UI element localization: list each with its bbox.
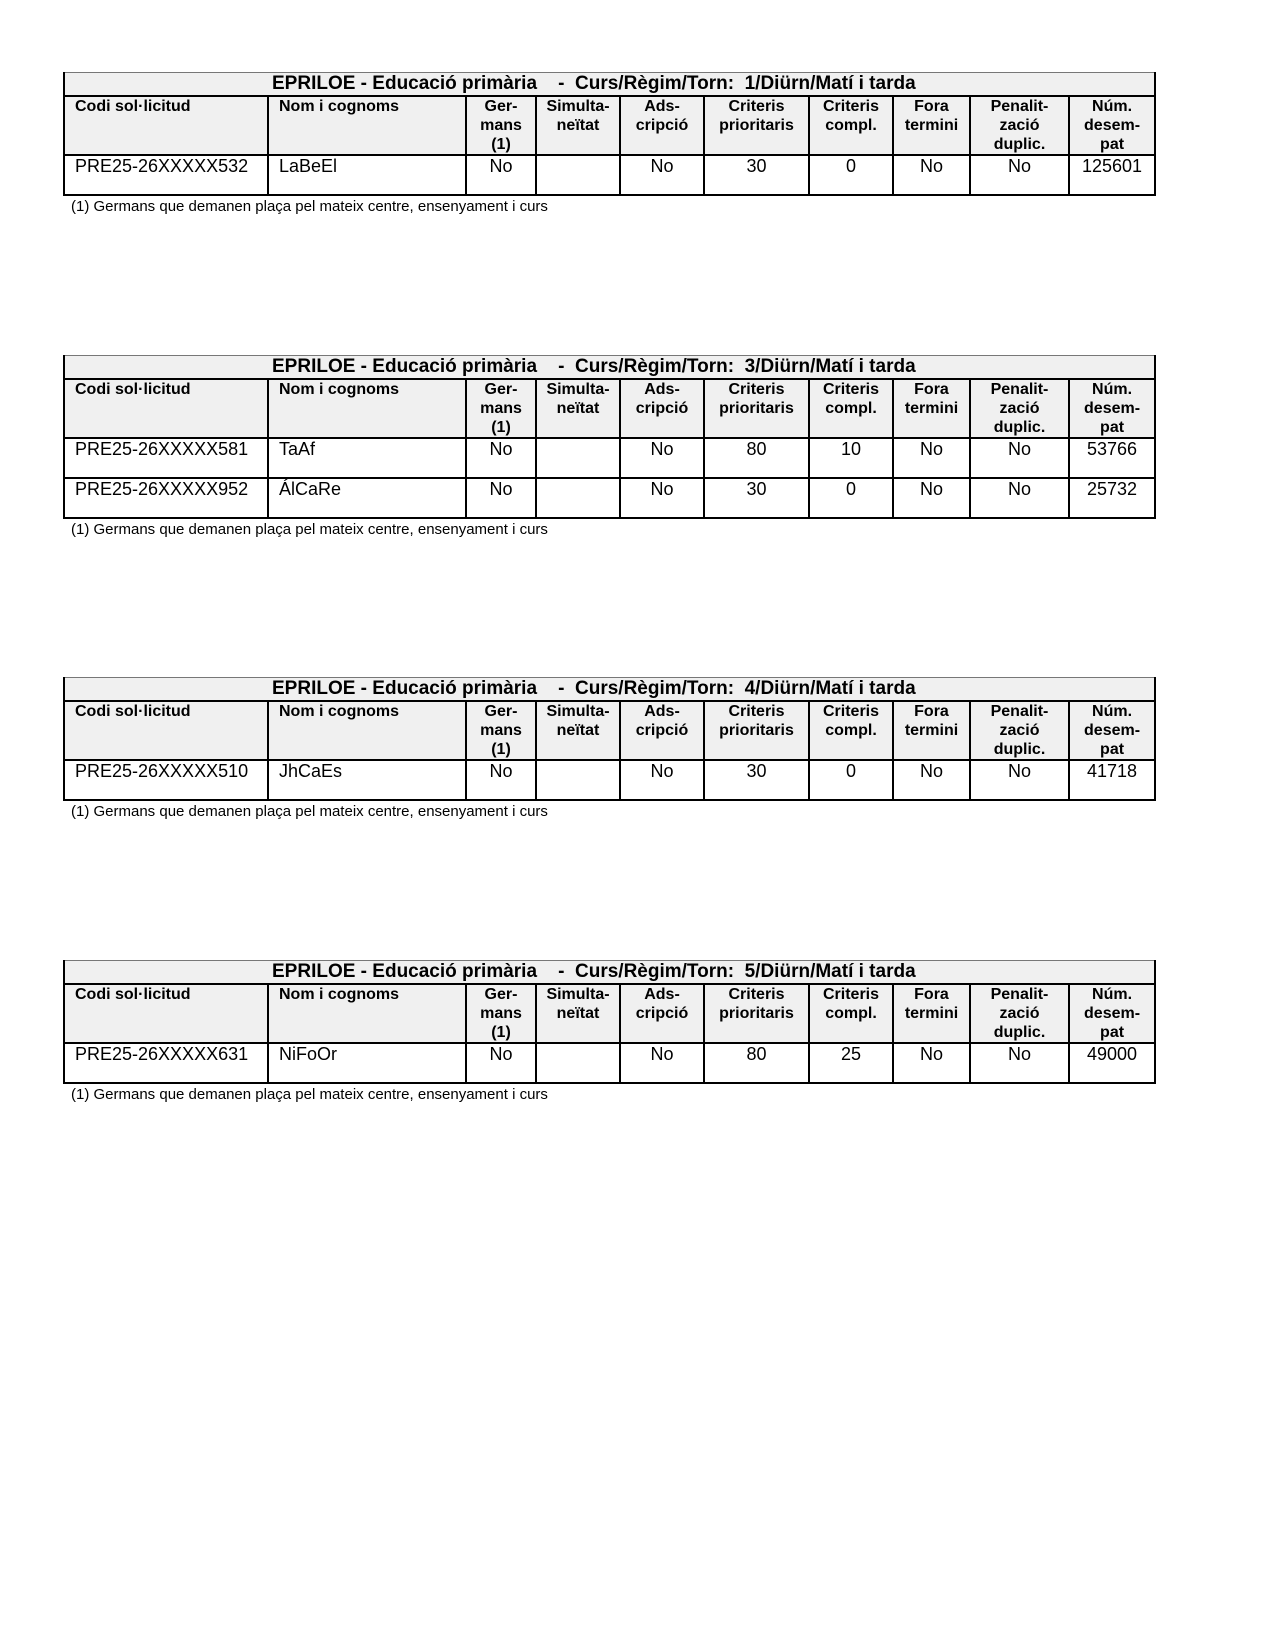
admission-table-block [63, 960, 1154, 1103]
column-header: Penalit- zació duplic. [970, 379, 1069, 438]
footnote: (1) Germans que demanen plaça pel mateix centre, ensenyament i curs [71, 198, 548, 215]
table-cell: PRE25-26XXXXX510 [64, 760, 268, 800]
column-header: Criteris prioritaris [704, 701, 809, 760]
column-header: Simulta- neïtat [536, 984, 620, 1043]
column-header: Codi sol·licitud [64, 96, 268, 155]
column-header: Ger- mans (1) [466, 701, 536, 760]
table-title: EPRILOE - Educació primària - Curs/Règim/Torn: 4/Diürn/Matí i tarda [64, 678, 1155, 702]
table-cell: 0 [809, 760, 893, 800]
table-cell: 30 [704, 155, 809, 195]
table-title: EPRILOE - Educació primària - Curs/Règim/Torn: 3/Diürn/Matí i tarda [64, 356, 1155, 380]
table-cell [536, 760, 620, 800]
column-header: Criteris compl. [809, 96, 893, 155]
table-cell: 80 [704, 1043, 809, 1083]
table-row [64, 760, 1155, 800]
column-header: Penalit- zació duplic. [970, 96, 1069, 155]
table-cell: 10 [809, 438, 893, 478]
column-header: Nom i cognoms [268, 984, 466, 1043]
column-header: Nom i cognoms [268, 379, 466, 438]
column-header: Ger- mans (1) [466, 379, 536, 438]
column-header: Fora termini [893, 379, 970, 438]
table-cell: 25 [809, 1043, 893, 1083]
header-row [64, 701, 1155, 760]
header-row [64, 379, 1155, 438]
admission-table [63, 355, 1156, 519]
table-cell [536, 478, 620, 518]
column-header: Codi sol·licitud [64, 379, 268, 438]
table-cell: No [620, 438, 704, 478]
column-header: Nom i cognoms [268, 701, 466, 760]
table-cell: 30 [704, 478, 809, 518]
table-cell: 125601 [1069, 155, 1155, 195]
column-header: Criteris prioritaris [704, 984, 809, 1043]
admission-table [63, 677, 1156, 801]
table-cell: No [893, 1043, 970, 1083]
column-header: Ads- cripció [620, 96, 704, 155]
table-cell: No [466, 438, 536, 478]
admission-table-block [63, 677, 1154, 820]
table-cell: PRE25-26XXXXX532 [64, 155, 268, 195]
column-header: Fora termini [893, 984, 970, 1043]
column-header: Fora termini [893, 96, 970, 155]
column-header: Núm. desem- pat [1069, 96, 1155, 155]
column-header: Codi sol·licitud [64, 984, 268, 1043]
table-cell [536, 155, 620, 195]
column-header: Criteris prioritaris [704, 379, 809, 438]
table-cell: PRE25-26XXXXX581 [64, 438, 268, 478]
column-header: Ads- cripció [620, 379, 704, 438]
table-row [64, 478, 1155, 518]
table-cell: 41718 [1069, 760, 1155, 800]
column-header: Nom i cognoms [268, 96, 466, 155]
table-cell [536, 438, 620, 478]
table-cell: No [620, 760, 704, 800]
header-row [64, 96, 1155, 155]
admission-table [63, 72, 1156, 196]
table-cell: No [466, 155, 536, 195]
table-cell: No [893, 155, 970, 195]
table-cell: JhCaEs [268, 760, 466, 800]
column-header: Criteris compl. [809, 701, 893, 760]
column-header: Ger- mans (1) [466, 984, 536, 1043]
column-header: Penalit- zació duplic. [970, 984, 1069, 1043]
table-cell: No [970, 438, 1069, 478]
table-cell: No [893, 438, 970, 478]
column-header: Criteris compl. [809, 379, 893, 438]
table-cell: No [620, 478, 704, 518]
table-cell: ÁlCaRe [268, 478, 466, 518]
table-cell: No [466, 1043, 536, 1083]
table-cell: 30 [704, 760, 809, 800]
table-cell: 25732 [1069, 478, 1155, 518]
table-cell: 49000 [1069, 1043, 1155, 1083]
column-header: Codi sol·licitud [64, 701, 268, 760]
column-header: Núm. desem- pat [1069, 379, 1155, 438]
column-header: Ads- cripció [620, 984, 704, 1043]
column-header: Ads- cripció [620, 701, 704, 760]
column-header: Simulta- neïtat [536, 379, 620, 438]
admission-table [63, 960, 1156, 1084]
table-cell: No [620, 1043, 704, 1083]
admission-table-block [63, 72, 1154, 215]
table-cell: No [970, 1043, 1069, 1083]
table-cell: LaBeEl [268, 155, 466, 195]
admission-table-block [63, 355, 1154, 538]
footnote: (1) Germans que demanen plaça pel mateix centre, ensenyament i curs [71, 1086, 548, 1103]
table-cell: 0 [809, 155, 893, 195]
table-cell: No [466, 760, 536, 800]
table-cell: 80 [704, 438, 809, 478]
table-cell: No [970, 760, 1069, 800]
table-cell: TaAf [268, 438, 466, 478]
table-cell: No [620, 155, 704, 195]
table-cell: 0 [809, 478, 893, 518]
footnote: (1) Germans que demanen plaça pel mateix centre, ensenyament i curs [71, 803, 548, 820]
table-cell: No [893, 478, 970, 518]
table-cell: PRE25-26XXXXX952 [64, 478, 268, 518]
table-cell: PRE25-26XXXXX631 [64, 1043, 268, 1083]
column-header: Criteris prioritaris [704, 96, 809, 155]
table-row [64, 155, 1155, 195]
table-cell: No [970, 155, 1069, 195]
column-header: Penalit- zació duplic. [970, 701, 1069, 760]
header-row [64, 984, 1155, 1043]
table-cell: 53766 [1069, 438, 1155, 478]
column-header: Fora termini [893, 701, 970, 760]
table-cell: NiFoOr [268, 1043, 466, 1083]
table-cell [536, 1043, 620, 1083]
table-title: EPRILOE - Educació primària - Curs/Règim/Torn: 5/Diürn/Matí i tarda [64, 961, 1155, 985]
column-header: Simulta- neïtat [536, 701, 620, 760]
table-row [64, 438, 1155, 478]
column-header: Núm. desem- pat [1069, 984, 1155, 1043]
column-header: Núm. desem- pat [1069, 701, 1155, 760]
column-header: Ger- mans (1) [466, 96, 536, 155]
column-header: Criteris compl. [809, 984, 893, 1043]
table-title: EPRILOE - Educació primària - Curs/Règim/Torn: 1/Diürn/Matí i tarda [64, 73, 1155, 97]
table-cell: No [893, 760, 970, 800]
column-header: Simulta- neïtat [536, 96, 620, 155]
table-cell: No [466, 478, 536, 518]
footnote: (1) Germans que demanen plaça pel mateix centre, ensenyament i curs [71, 521, 548, 538]
table-cell: No [970, 478, 1069, 518]
table-row [64, 1043, 1155, 1083]
